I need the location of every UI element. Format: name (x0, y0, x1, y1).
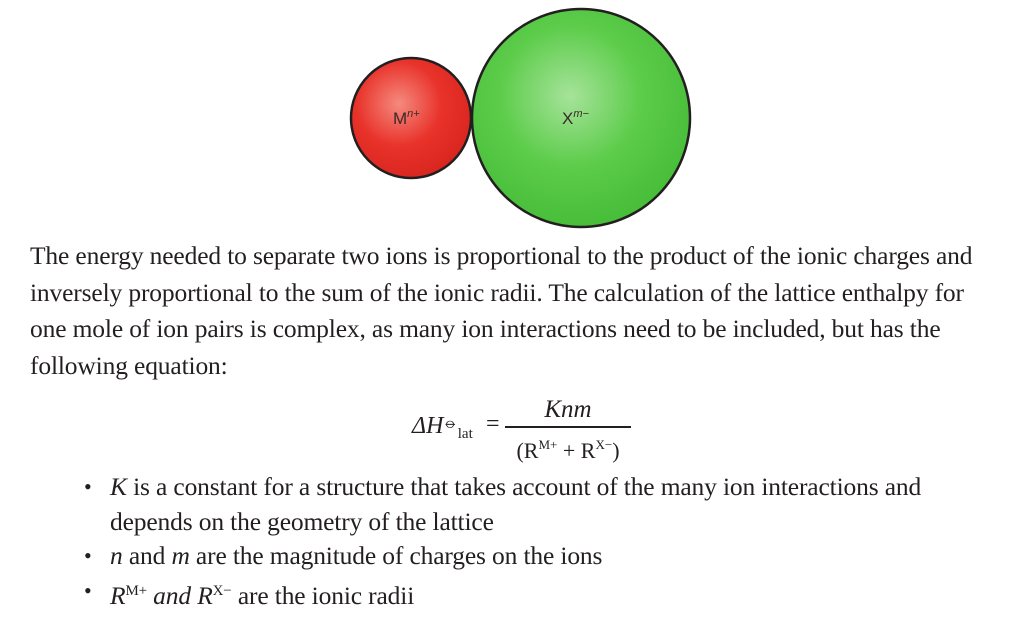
ionic-radii-diagram (0, 0, 1024, 240)
radius-cation-symbol: R (110, 580, 126, 610)
list-item (80, 574, 1000, 614)
denominator-plus: + R (557, 437, 596, 463)
cation-radius-superscript: M+ (538, 436, 558, 452)
list-item (80, 539, 1000, 574)
charge-n: n (110, 541, 123, 570)
denominator-close: ) (612, 437, 620, 463)
charge-m: m (171, 541, 190, 570)
radius-anion-superscript: X− (212, 582, 232, 599)
list-item (80, 470, 1000, 539)
denominator-open: (R (516, 437, 539, 463)
numerator: Knm (544, 396, 592, 423)
bullet-connector: and (122, 541, 172, 570)
definitions-list (80, 470, 1000, 613)
equation-fraction (505, 395, 631, 468)
standard-state-symbol: ⦵ (443, 413, 458, 433)
bullet-text: is a constant for a structure that takes account of the many ion interactions and depends on the geometry of the lattice (110, 472, 922, 536)
bullet-connector: and R (146, 580, 213, 610)
lattice-subscript: lat (457, 426, 473, 442)
radius-cation-superscript: M+ (125, 582, 147, 599)
explanation-paragraph: The energy needed to separate two ions is proportional to the product of the ionic charges and inversely proportional to the sum of the ionic radii. The calculation of the lattice enthalpy for one mole of ion pairs is complex, as many ion interactions need to be included, but has the following equation: (30, 241, 973, 380)
equals-sign: = (486, 411, 500, 437)
anion-radius-superscript: X− (595, 436, 613, 452)
anion-label: $X^{m-}$ (562, 108, 589, 128)
lattice-enthalpy-equation (0, 395, 1024, 467)
delta-h-symbol: ΔH (412, 413, 444, 439)
constant-k: K (110, 472, 127, 501)
denominator (505, 428, 631, 468)
bullet-text: are the magnitude of charges on the ions (189, 541, 603, 570)
cation-label: $M^{n+}$ (393, 108, 420, 128)
bullet-text: are the ionic radii (231, 580, 415, 610)
equation-lhs (412, 413, 473, 443)
